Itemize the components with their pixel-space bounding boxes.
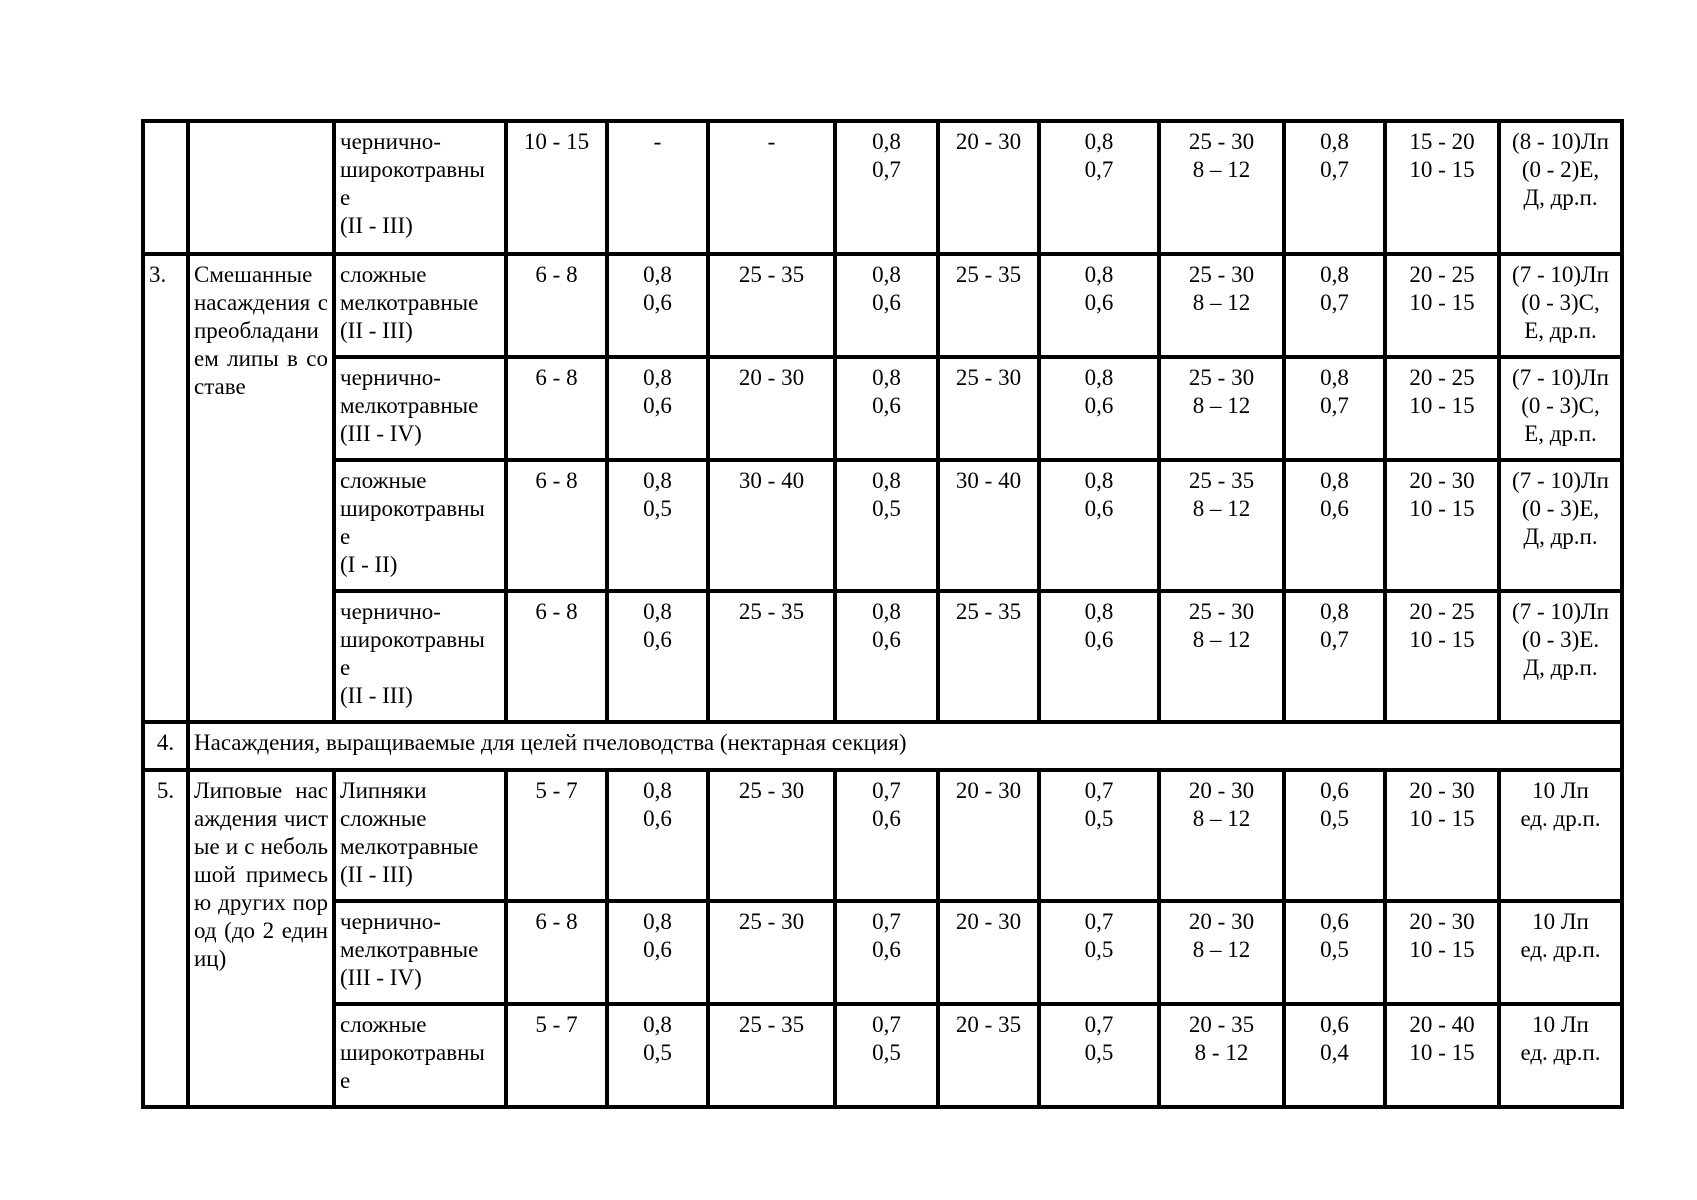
cell: 20 - 30 [938,901,1039,1004]
cell: 25 - 35 [938,254,1039,357]
cell: 25 - 30 8 – 12 [1159,591,1284,722]
table-row [143,357,1622,460]
forest-type: чернично- мелкотравные (III - IV) [334,357,506,460]
forest-type: чернично- широкотравны е (II - III) [334,591,506,722]
cell: 25 - 30 8 – 12 [1159,121,1284,254]
cell: 6 - 8 [506,460,607,591]
cell: 0,7 0,5 [835,1004,938,1107]
cell: 20 - 30 10 - 15 [1385,901,1499,1004]
cell: 0,8 0,6 [1039,357,1159,460]
cell: 0,8 0,6 [607,591,708,722]
composition-cell: (7 - 10)Лп (0 - 3)Е. Д, др.п. [1499,591,1622,722]
cell: 0,8 0,6 [1039,460,1159,591]
composition-cell: 10 Лп ед. др.п. [1499,1004,1622,1107]
cell: 25 - 35 [708,254,835,357]
cell: 25 - 35 [708,591,835,722]
cell: 15 - 20 10 - 15 [1385,121,1499,254]
composition-cell: 10 Лп ед. др.п. [1499,770,1622,901]
cell: 0,7 0,5 [1039,1004,1159,1107]
cell: 0,6 0,5 [1284,770,1385,901]
cell: 20 - 25 10 - 15 [1385,357,1499,460]
cell: 25 - 35 [708,1004,835,1107]
table-row [143,770,1622,901]
cell: 30 - 40 [938,460,1039,591]
cell: 0,8 0,5 [835,460,938,591]
cell: 0,8 0,6 [1039,591,1159,722]
cell: 25 - 30 [708,901,835,1004]
cell: 20 - 30 10 - 15 [1385,460,1499,591]
forest-type: сложные широкотравны е [334,1004,506,1107]
cell: 25 - 30 8 – 12 [1159,357,1284,460]
cell: 5 - 7 [506,770,607,901]
forest-type: Липняки сложные мелкотравные (II - III) [334,770,506,901]
cell: 6 - 8 [506,901,607,1004]
cell: 0,8 0,6 [607,770,708,901]
cell: 0,8 0,6 [607,254,708,357]
cell: 0,7 0,6 [835,770,938,901]
cell: 0,7 0,5 [1039,770,1159,901]
cell: 0,6 0,5 [1284,901,1385,1004]
cell: - [607,121,708,254]
forest-type: чернично- мелкотравные (III - IV) [334,901,506,1004]
stand-name: Смешанные насаждения с преобладанием липы в составе [188,254,334,722]
cell: 0,8 0,7 [1039,121,1159,254]
cell: 20 - 30 8 – 12 [1159,770,1284,901]
forest-type: сложные широкотравны е (I - II) [334,460,506,591]
cell: 0,7 0,6 [835,901,938,1004]
cell: 20 - 25 10 - 15 [1385,591,1499,722]
cell: 5 - 7 [506,1004,607,1107]
cell: 20 - 30 8 – 12 [1159,901,1284,1004]
cell: 20 - 30 [708,357,835,460]
composition-cell: (8 - 10)Лп (0 - 2)Е, Д, др.п. [1499,121,1622,254]
cell: 0,6 0,4 [1284,1004,1385,1107]
cell: 0,7 0,5 [1039,901,1159,1004]
table-row [143,722,1622,770]
cell: 0,8 0,7 [835,121,938,254]
cell: 0,8 0,7 [1284,254,1385,357]
cell: 25 - 30 [938,357,1039,460]
cell: 20 - 35 8 - 12 [1159,1004,1284,1107]
cell: 30 - 40 [708,460,835,591]
cell: - [708,121,835,254]
table-row [143,121,1622,254]
cell: 0,8 0,6 [835,591,938,722]
row-number: 4. [143,722,188,770]
composition-cell: (7 - 10)Лп (0 - 3)С, Е, др.п. [1499,254,1622,357]
composition-cell: (7 - 10)Лп (0 - 3)Е, Д, др.п. [1499,460,1622,591]
forest-stand-table [141,119,1624,1109]
cell: 20 - 35 [938,1004,1039,1107]
cell: 0,8 0,6 [607,901,708,1004]
cell: 0,8 0,7 [1284,591,1385,722]
composition-cell: 10 Лп ед. др.п. [1499,901,1622,1004]
forest-type: сложные мелкотравные (II - III) [334,254,506,357]
cell: 6 - 8 [506,254,607,357]
cell: 10 - 15 [506,121,607,254]
cell: 0,8 0,6 [835,357,938,460]
cell: 20 - 30 10 - 15 [1385,770,1499,901]
cell: 0,8 0,6 [835,254,938,357]
cell: 0,8 0,5 [607,460,708,591]
row-number: 3. [143,254,188,722]
cell: 20 - 30 [938,121,1039,254]
cell: 0,8 0,6 [1039,254,1159,357]
composition-cell: (7 - 10)Лп (0 - 3)С, Е, др.п. [1499,357,1622,460]
cell: 20 - 30 [938,770,1039,901]
cell: 0,8 0,6 [607,357,708,460]
cell: 20 - 25 10 - 15 [1385,254,1499,357]
cell: 20 - 40 10 - 15 [1385,1004,1499,1107]
stand-name: Липовые насаждения чистые и с небольшой примесью других пород (до 2 единиц) [188,770,334,1107]
table-row [143,901,1622,1004]
table-row [143,591,1622,722]
cell: 0,8 0,6 [1284,460,1385,591]
cell: 25 - 30 [708,770,835,901]
row-number: 5. [143,770,188,1107]
cell: 6 - 8 [506,357,607,460]
section-heading: Насаждения, выращиваемые для целей пчеловодства (нектарная секция) [188,722,1622,770]
forest-type: чернично- широкотравны е (II - III) [334,121,506,254]
cell: 25 - 35 8 – 12 [1159,460,1284,591]
cell: 25 - 35 [938,591,1039,722]
cell: 0,8 0,7 [1284,121,1385,254]
cell: 25 - 30 8 – 12 [1159,254,1284,357]
table-row [143,254,1622,357]
stand-name [188,121,334,254]
cell: 0,8 0,7 [1284,357,1385,460]
row-number [143,121,188,254]
cell: 6 - 8 [506,591,607,722]
table-row [143,460,1622,591]
cell: 0,8 0,5 [607,1004,708,1107]
table-row [143,1004,1622,1107]
